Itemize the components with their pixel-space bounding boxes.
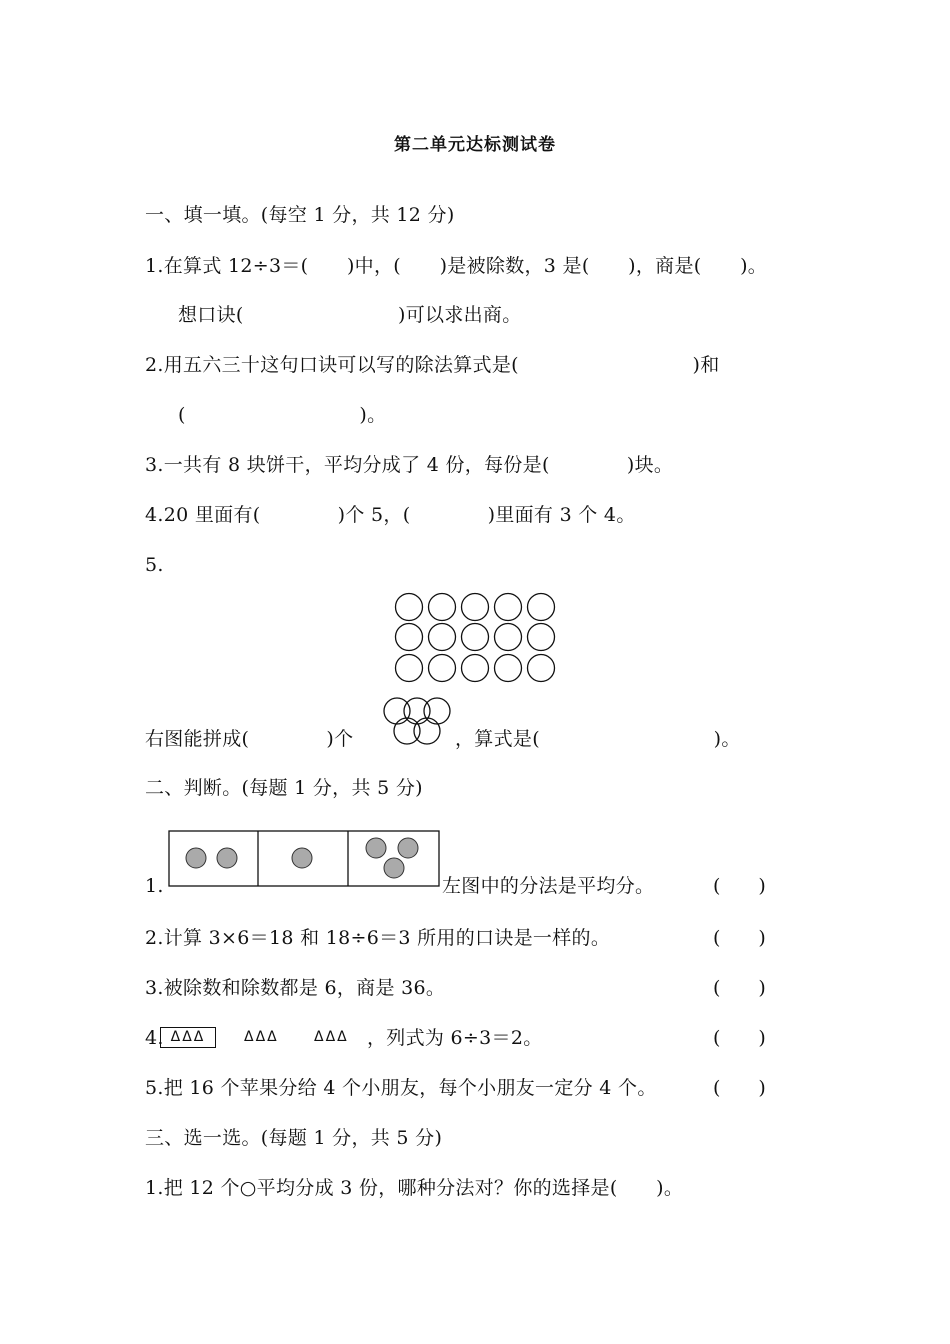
s1-q2-line2: ( )。 bbox=[178, 404, 387, 426]
s1-q5-text-b: ，算式是( )。 bbox=[455, 728, 741, 750]
s1-q3: 3.一共有 8 块饼干，平均分成了 4 份，每份是( )块。 bbox=[145, 454, 674, 476]
s2-q1-answer[interactable]: ( ) bbox=[713, 875, 766, 897]
s2-q5: 5.把 16 个苹果分给 4 个小朋友，每个小朋友一定分 4 个。 bbox=[145, 1077, 657, 1099]
s2-q2-answer[interactable]: ( ) bbox=[713, 927, 766, 949]
s3-q1: 1.把 12 个○平均分成 3 份，哪种分法对？你的选择是( )。 bbox=[145, 1177, 684, 1199]
s1-q4: 4.20 里面有( )个 5，( )里面有 3 个 4。 bbox=[145, 504, 636, 526]
s2-q5-answer[interactable]: ( ) bbox=[713, 1077, 766, 1099]
s2-q4-boxed-triangles: ΔΔΔ bbox=[160, 1027, 216, 1048]
s2-q4-triangles-group-3: ΔΔΔ bbox=[314, 1029, 349, 1045]
section-3-heading: 三、选一选。(每题 1 分，共 5 分) bbox=[145, 1127, 443, 1149]
s2-q4-text: ，列式为 6÷3＝2。 bbox=[367, 1027, 543, 1049]
s2-q4-answer[interactable]: ( ) bbox=[713, 1027, 766, 1049]
s2-q1-number: 1. bbox=[145, 875, 164, 897]
s2-q1-text: 左图中的分法是平均分。 bbox=[442, 875, 655, 897]
section-2-heading: 二、判断。(每题 1 分，共 5 分) bbox=[145, 777, 423, 799]
s1-q5-number: 5. bbox=[145, 554, 164, 576]
s1-q1-line2: 想口诀( )可以求出商。 bbox=[178, 304, 522, 326]
s2-q2: 2.计算 3×6＝18 和 18÷6＝3 所用的口诀是一样的。 bbox=[145, 927, 611, 949]
section-1-heading: 一、填一填。(每空 1 分，共 12 分) bbox=[145, 204, 455, 226]
division-box-figure bbox=[168, 830, 440, 888]
s2-q3-answer[interactable]: ( ) bbox=[713, 977, 766, 999]
s2-q4-number: 4. bbox=[145, 1027, 164, 1049]
s1-q5-text-a: 右图能拼成( )个 bbox=[145, 728, 354, 750]
s1-q1-line1: 1.在算式 12÷3＝( )中，( )是被除数，3 是( )，商是( )。 bbox=[145, 255, 768, 277]
rings-icon bbox=[380, 695, 455, 750]
s2-q4-triangles-group-2: ΔΔΔ bbox=[244, 1029, 279, 1045]
s1-q2-line1: 2.用五六三十这句口诀可以写的除法算式是( )和 bbox=[145, 354, 720, 376]
s2-q3: 3.被除数和除数都是 6，商是 36。 bbox=[145, 977, 446, 999]
page-title: 第二单元达标测试卷 bbox=[394, 135, 556, 155]
circle-grid-figure bbox=[390, 590, 560, 685]
